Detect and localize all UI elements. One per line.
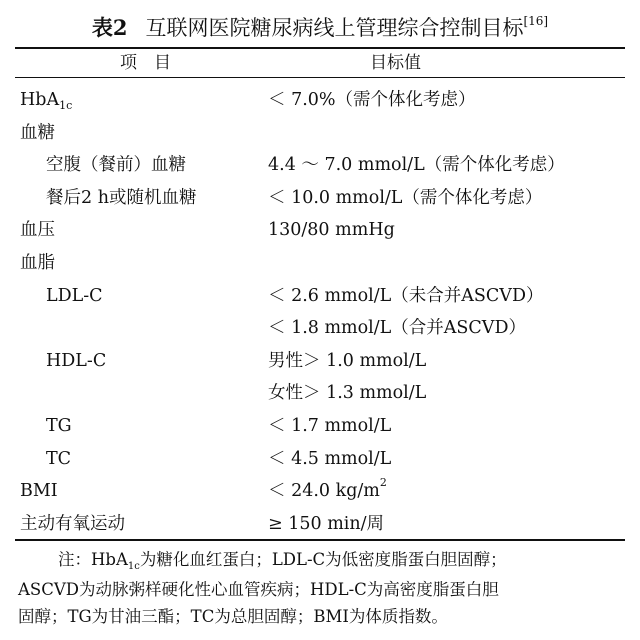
row-item-text: 血糖 (20, 122, 55, 143)
table-row (0, 117, 640, 150)
table-row (0, 508, 640, 541)
row-target-text: ＜ 1.8 mmol/L（合并ASCVD） (268, 318, 526, 339)
table-note (18, 546, 626, 630)
row-target (268, 151, 565, 179)
table-title (0, 14, 640, 42)
row-item-text: 空腹（餐前）血糖 (46, 155, 186, 176)
row-target-text: ＜ 10.0 mmol/L（需个体化考虑） (268, 187, 543, 208)
row-item-text: 血脂 (20, 252, 55, 273)
row-item (20, 510, 125, 538)
row-item (46, 184, 196, 212)
table-row (0, 214, 640, 247)
row-target (268, 477, 387, 505)
table-row (0, 84, 640, 117)
row-target (268, 347, 426, 375)
table-row (0, 280, 640, 313)
note-line-1-sub: 1c (127, 561, 140, 572)
row-item-text: TG (46, 415, 72, 436)
note-line-1 (18, 546, 626, 576)
note-line-2: ASCVD为动脉粥样硬化性心血管疾病；HDL-C为高密度脂蛋白胆 (18, 580, 499, 599)
table-row (0, 377, 640, 410)
row-item (46, 445, 71, 473)
table-row (0, 345, 640, 378)
row-target-superscript: 2 (379, 476, 387, 490)
row-item-text: HDL-C (46, 350, 107, 371)
note-line-3: 固醇；TG为甘油三酯；TC为总胆固醇；BMI为体质指数。 (18, 607, 448, 626)
row-item-text: LDL-C (46, 285, 103, 306)
row-target-text: ＜ 1.7 mmol/L (268, 415, 392, 436)
table-row (0, 443, 640, 476)
row-item-text: TC (46, 448, 72, 469)
row-target (268, 86, 476, 114)
row-target (268, 184, 542, 212)
row-target (268, 412, 391, 440)
row-item (46, 412, 72, 440)
note-line-1a: 注：HbA (58, 550, 128, 569)
table-row (0, 410, 640, 443)
header-target: 目标值 (370, 53, 421, 73)
row-item (46, 347, 106, 375)
row-target (268, 445, 391, 473)
row-target-text: 男性＞ 1.0 mmol/L (268, 350, 427, 371)
table-title-text: 互联网医院糖尿病线上管理综合控制目标 (145, 16, 524, 40)
row-item-text: 血压 (20, 220, 55, 241)
table-body (0, 84, 640, 540)
table-row (0, 182, 640, 215)
row-target-text: 女性＞ 1.3 mmol/L (268, 383, 427, 404)
row-item (20, 119, 55, 147)
table-label: 表2 (91, 15, 128, 40)
row-item (20, 216, 55, 244)
row-target-text: 4.4 ～ 7.0 mmol/L（需个体化考虑） (268, 155, 565, 176)
row-item (20, 249, 55, 277)
table-row (0, 247, 640, 280)
row-item-text: 餐后2 h或随机血糖 (46, 187, 197, 208)
row-target (268, 282, 543, 310)
row-item-text: HbA (20, 90, 60, 110)
row-item (46, 151, 186, 179)
table-row (0, 475, 640, 508)
row-item (20, 86, 72, 116)
row-item (20, 477, 58, 505)
header-rule (15, 77, 625, 78)
row-target-text: ＜ 7.0%（需个体化考虑） (268, 90, 476, 110)
row-target (268, 314, 526, 342)
top-rule (15, 47, 625, 49)
row-item-subscript: 1c (59, 99, 73, 112)
row-target (268, 379, 426, 407)
row-target (268, 216, 395, 244)
row-target-text: ＜ 4.5 mmol/L (268, 448, 392, 469)
table-row (0, 149, 640, 182)
table-row (0, 312, 640, 345)
row-target-text: ＜ 24.0 kg/m (268, 481, 380, 502)
row-target-text: ＜ 2.6 mmol/L（未合并ASCVD） (268, 285, 544, 306)
row-item-text: 主动有氧运动 (20, 513, 125, 534)
row-target-text: ≥ 150 min/周 (268, 513, 385, 534)
row-item-text: BMI (20, 481, 58, 502)
row-target (268, 510, 384, 538)
note-line-1b: 为糖化血红蛋白；LDL-C为低密度脂蛋白胆固醇； (139, 550, 507, 569)
row-target-text: 130/80 mmHg (268, 220, 395, 241)
bottom-rule (15, 539, 625, 541)
header-item: 项 目 (120, 53, 171, 73)
row-item (46, 282, 103, 310)
table-reference: [16] (523, 14, 549, 28)
